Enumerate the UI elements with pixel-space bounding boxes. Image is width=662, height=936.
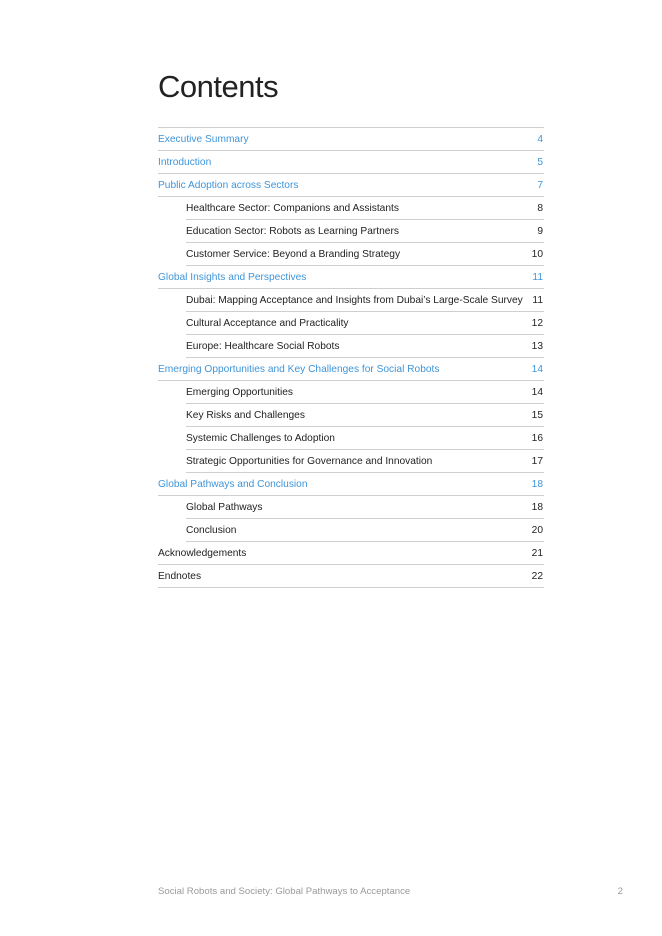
toc-entry[interactable] <box>158 266 544 289</box>
toc-entry-page-number: 21 <box>531 547 543 559</box>
toc-entry-page-number: 5 <box>537 156 543 168</box>
toc-entry-page-number: 7 <box>537 179 543 191</box>
toc-entry-label: Customer Service: Beyond a Branding Strategy <box>186 248 401 260</box>
toc-entry-label: Healthcare Sector: Companions and Assistants <box>186 202 399 214</box>
toc-entry-page-number: 18 <box>531 478 543 490</box>
toc-subentry[interactable] <box>186 335 544 358</box>
toc-subentry[interactable] <box>186 243 544 266</box>
toc-entry-page-number: 15 <box>531 409 543 421</box>
toc-entry[interactable] <box>158 542 544 565</box>
footer-document-title: Social Robots and Society: Global Pathways to Acceptance <box>158 886 411 897</box>
toc-entry[interactable] <box>158 128 544 151</box>
toc-entry[interactable] <box>158 174 544 197</box>
toc-entry-page-number: 10 <box>531 248 543 260</box>
toc-entry-label: Key Risks and Challenges <box>186 409 305 421</box>
footer-page-number: 2 <box>617 886 623 897</box>
toc-entry-label: Systemic Challenges to Adoption <box>186 432 335 444</box>
toc-entry[interactable] <box>158 473 544 496</box>
toc-entry-page-number: 4 <box>537 133 543 145</box>
toc-subentry[interactable] <box>186 197 544 220</box>
toc-subentry[interactable] <box>186 496 544 519</box>
toc-entry[interactable] <box>158 358 544 381</box>
toc-entry-label: Acknowledgements <box>158 547 247 559</box>
toc-subentry[interactable] <box>186 312 544 335</box>
toc-entry-label: Europe: Healthcare Social Robots <box>186 340 340 352</box>
toc-subentry[interactable] <box>186 289 544 312</box>
toc-entry-page-number: 11 <box>532 294 543 306</box>
toc-entry[interactable] <box>158 565 544 588</box>
toc-entry-label: Cultural Acceptance and Practicality <box>186 317 349 329</box>
toc-subentry[interactable] <box>186 450 544 473</box>
toc-entry-label: Education Sector: Robots as Learning Partners <box>186 225 399 237</box>
toc-entry-label: Public Adoption across Sectors <box>158 179 299 191</box>
page-title: Contents <box>158 69 279 104</box>
toc-entry-page-number: 11 <box>532 271 543 283</box>
toc-entry-label: Conclusion <box>186 524 237 536</box>
toc-entry-label: Dubai: Mapping Acceptance and Insights from Dubai’s Large-Scale Survey <box>186 294 523 306</box>
toc-entry-page-number: 20 <box>531 524 543 536</box>
toc-entry-page-number: 9 <box>537 225 543 237</box>
toc-entry-page-number: 22 <box>531 570 543 582</box>
toc-subentry[interactable] <box>186 427 544 450</box>
toc-entry-page-number: 8 <box>537 202 543 214</box>
toc-entry-page-number: 17 <box>531 455 543 467</box>
toc-entry[interactable] <box>158 151 544 174</box>
toc-subentry[interactable] <box>186 220 544 243</box>
toc-subentry[interactable] <box>186 381 544 404</box>
toc-entry-page-number: 14 <box>531 363 543 375</box>
toc-entry-label: Global Pathways <box>186 501 263 513</box>
toc-entry-page-number: 18 <box>531 501 543 513</box>
toc-entry-label: Executive Summary <box>158 133 249 145</box>
toc-entry-label: Endnotes <box>158 570 202 582</box>
table-of-contents <box>158 127 544 588</box>
toc-entry-label: Introduction <box>158 156 212 168</box>
toc-entry-page-number: 16 <box>531 432 543 444</box>
toc-entry-label: Emerging Opportunities <box>186 386 294 398</box>
toc-entry-page-number: 13 <box>531 340 543 352</box>
toc-entry-label: Emerging Opportunities and Key Challenges for Social Robots <box>158 363 440 375</box>
toc-entry-page-number: 14 <box>531 386 543 398</box>
toc-entry-label: Global Pathways and Conclusion <box>158 478 308 490</box>
toc-subentry[interactable] <box>186 519 544 542</box>
toc-subentry[interactable] <box>186 404 544 427</box>
toc-entry-page-number: 12 <box>531 317 543 329</box>
toc-entry-label: Strategic Opportunities for Governance and Innovation <box>186 455 433 467</box>
toc-entry-label: Global Insights and Perspectives <box>158 271 307 283</box>
